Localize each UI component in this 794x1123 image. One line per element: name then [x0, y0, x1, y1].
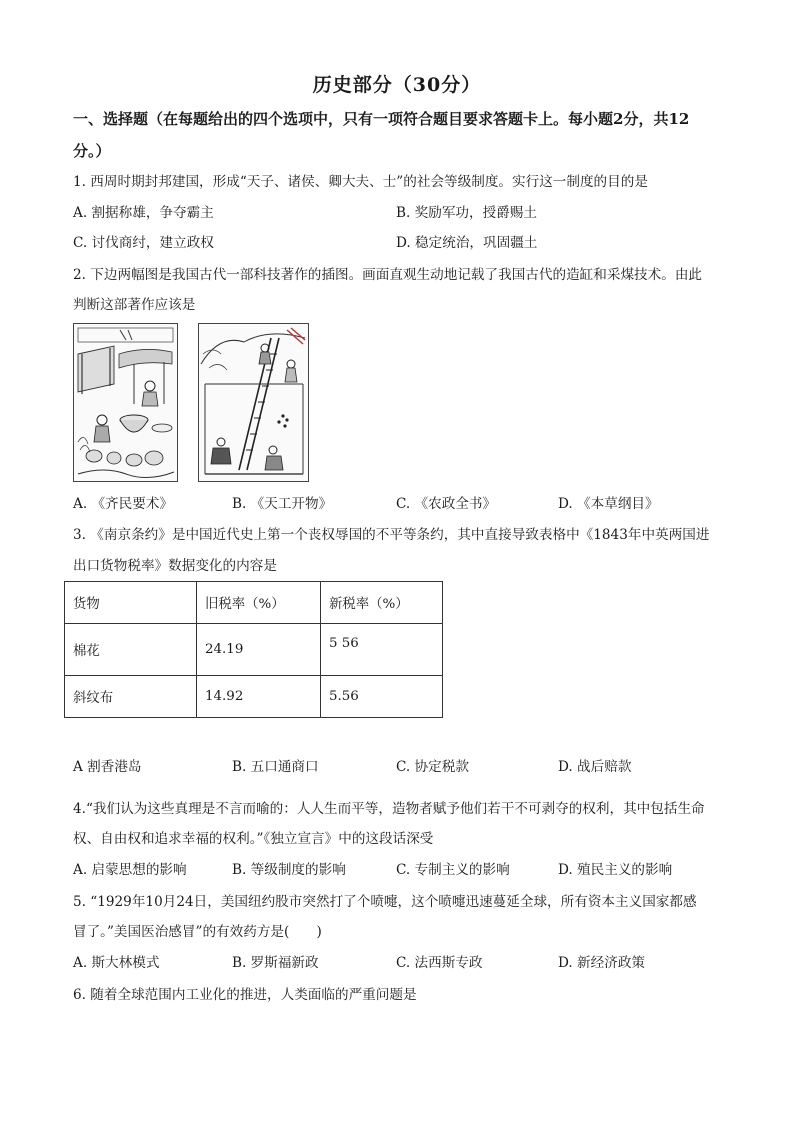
- q6-stem: 6. 随着全球范围内工业化的推进，人类面临的严重问题是: [73, 987, 417, 1003]
- q1-option-a: A. 割据称雄，争夺霸主: [73, 205, 214, 221]
- q1-option-b: B. 奖励军功，授爵赐土: [396, 205, 537, 221]
- table-header-cell: 旧税率（%）: [197, 582, 321, 624]
- table-cell: 5 56: [321, 624, 443, 676]
- q4-stem-line1: 4.“我们认为这些真理是不言而喻的：人人生而平等，造物者赋予他们若干不可剥夺的权利，其中包括生命: [73, 801, 705, 817]
- q5-option-b: B. 罗斯福新政: [232, 955, 319, 971]
- table-cell: 24.19: [197, 624, 321, 676]
- q3-stem-line1: 3. 《南京条约》是中国近代史上第一个丧权辱国的不平等条约，其中直接导致表格中《1843年中英两国进: [73, 527, 710, 543]
- table-header-row: [65, 582, 443, 624]
- table-row: [65, 676, 443, 718]
- q2-stem-line2: 判断这部著作应该是: [73, 297, 196, 313]
- table-header-cell: 货物: [65, 582, 197, 624]
- q1-option-d: D. 稳定统治，巩固疆土: [396, 235, 538, 251]
- table-cell: 棉花: [65, 624, 197, 676]
- table-row: [65, 624, 443, 676]
- q4-option-d: D. 殖民主义的影响: [558, 862, 673, 878]
- q4-option-a: A. 启蒙思想的影响: [73, 862, 187, 878]
- q3-option-d: D. 战后赔款: [558, 759, 632, 775]
- q3-stem-line2: 出口货物税率》数据变化的内容是: [73, 558, 277, 574]
- q2-option-a: A. 《齐民要术》: [73, 496, 174, 512]
- q1-stem: 1. 西周时期封邦建国，形成“天子、诸侯、卿大夫、士”的社会等级制度。实行这一制度的目的是: [73, 174, 648, 190]
- q2-option-c: C. 《农政全书》: [396, 496, 497, 512]
- q1-option-c: C. 讨伐商纣，建立政权: [73, 235, 214, 251]
- page-title: 历史部分（30分）: [312, 74, 482, 96]
- q5-stem-line2: 冒了。”美国医治感冒”的有效药方是( ): [73, 924, 322, 940]
- section-heading-line1: 一、选择题（在每题给出的四个选项中，只有一项符合题目要求答题卡上。每小题2分，共12: [73, 110, 690, 128]
- tax-rate-table: [64, 581, 443, 718]
- table-cell: 14.92: [197, 676, 321, 718]
- q2-option-d: D. 《本草纲目》: [558, 496, 659, 512]
- q4-stem-line2: 权、自由权和追求幸福的权利。”《独立宣言》中的这段话深受: [73, 831, 434, 847]
- q5-option-d: D. 新经济政策: [558, 955, 646, 971]
- table-header-cell: 新税率（%）: [321, 582, 443, 624]
- q2-option-b: B. 《天工开物》: [232, 496, 333, 512]
- q2-stem-line1: 2. 下边两幅图是我国古代一部科技著作的插图。画面直观生动地记载了我国古代的造缸和采煤技术。由此: [73, 267, 703, 283]
- q3-option-b: B. 五口通商口: [232, 759, 319, 775]
- coal-mining-illustration: [198, 323, 309, 482]
- q3-option-c: C. 协定税款: [396, 759, 469, 775]
- table-cell: 斜纹布: [65, 676, 197, 718]
- q5-option-c: C. 法西斯专政: [396, 955, 483, 971]
- q3-option-a: A 割香港岛: [73, 759, 142, 775]
- q5-stem-line1: 5. “1929年10月24日，美国纽约股市突然打了个喷嚏，这个喷嚏迅速蔓延全球，所有资本主义国家都感: [73, 894, 697, 910]
- q4-option-b: B. 等级制度的影响: [232, 862, 346, 878]
- q4-option-c: C. 专制主义的影响: [396, 862, 510, 878]
- pottery-illustration: [73, 323, 178, 482]
- section-heading-line2: 分。）: [73, 142, 111, 160]
- q5-option-a: A. 斯大林模式: [73, 955, 160, 971]
- table-cell: 5.56: [321, 676, 443, 718]
